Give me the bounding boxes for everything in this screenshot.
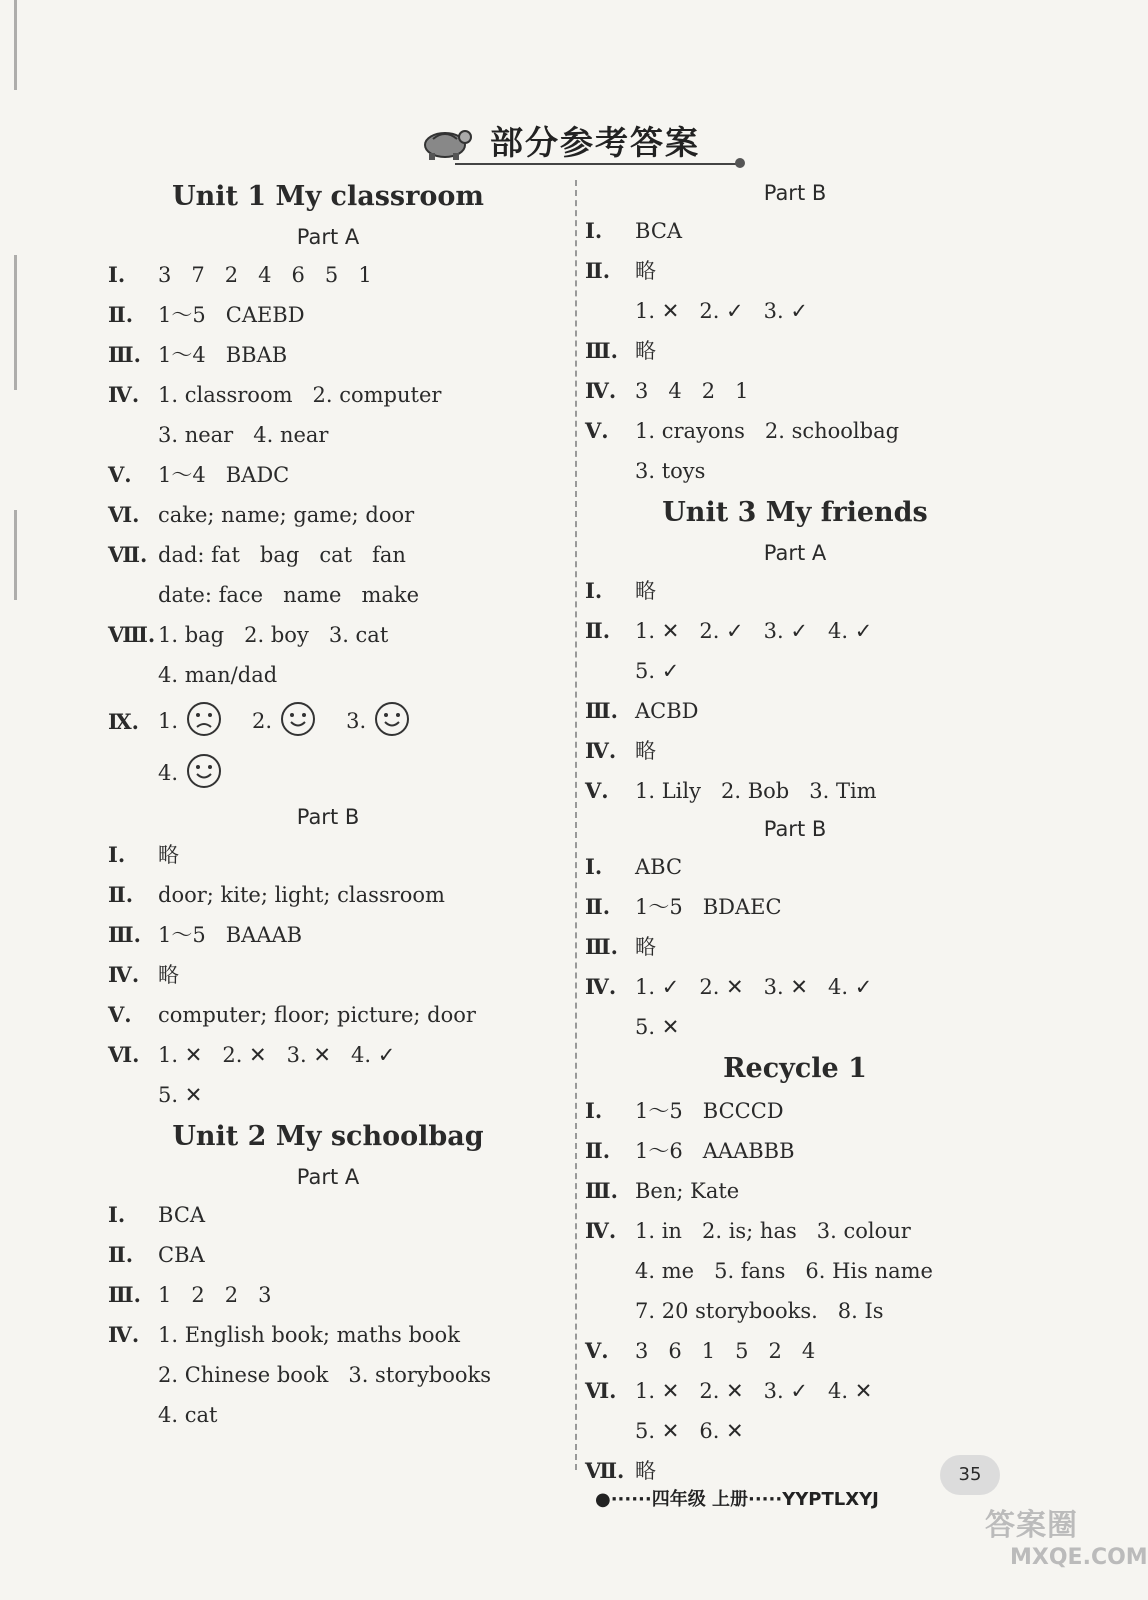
answer-line bbox=[108, 1235, 548, 1275]
unit1-part-a-answers bbox=[108, 255, 548, 695]
answer-number: Ⅳ. bbox=[108, 1322, 140, 1347]
answer-text: dad: fat bag cat fan bbox=[158, 543, 406, 567]
answer-text: 2. Chinese book 3. storybooks bbox=[158, 1363, 492, 1387]
answer-text: 1. English book; maths book bbox=[158, 1323, 460, 1347]
answer-line bbox=[108, 295, 548, 335]
answer-line bbox=[108, 535, 548, 575]
unit1-part-a-title: Part A bbox=[296, 225, 360, 249]
answer-text: BCA bbox=[158, 1203, 206, 1227]
answer-text: Ben; Kate bbox=[635, 1179, 740, 1203]
answer-number: Ⅳ. bbox=[585, 1218, 617, 1243]
happy-face-icon bbox=[374, 701, 410, 742]
answer-text: computer; floor; picture; door bbox=[158, 1003, 476, 1027]
unit2-part-b-title: Part B bbox=[763, 181, 827, 205]
unit2-part-b-answers bbox=[585, 211, 1005, 491]
answer-number: Ⅱ. bbox=[585, 1138, 611, 1163]
answer-text: door; kite; light; classroom bbox=[158, 883, 445, 907]
answer-text: 1. in 2. is; has 3. colour bbox=[635, 1219, 911, 1243]
answer-number: Ⅱ. bbox=[585, 258, 611, 283]
answer-number: Ⅵ. bbox=[585, 1378, 617, 1403]
answer-text: 略 bbox=[635, 259, 656, 283]
answer-line bbox=[108, 455, 548, 495]
answer-text: CBA bbox=[158, 1243, 205, 1267]
unit3-title: Unit 3 My friends bbox=[662, 497, 928, 528]
answer-line bbox=[108, 495, 548, 535]
answer-number: Ⅱ. bbox=[108, 882, 134, 907]
answer-number: Ⅰ. bbox=[585, 578, 603, 603]
answer-line bbox=[585, 611, 1005, 651]
answer-line bbox=[585, 771, 1005, 811]
answer-number: Ⅲ. bbox=[108, 922, 141, 947]
column-divider bbox=[575, 180, 577, 1470]
answer-number: Ⅳ. bbox=[108, 962, 140, 987]
answer-line bbox=[108, 1035, 548, 1075]
answer-number: Ⅷ. bbox=[108, 622, 156, 647]
answer-text: 1～4 BADC bbox=[158, 463, 290, 487]
answer-text: 1. ✕ 2. ✕ 3. ✓ 4. ✕ bbox=[635, 1379, 873, 1403]
answer-line bbox=[585, 927, 1005, 967]
unit1-title: Unit 1 My classroom bbox=[172, 181, 484, 212]
turtle-icon bbox=[415, 119, 475, 163]
page-title: 部分参考答案 bbox=[490, 123, 700, 162]
answer-line bbox=[585, 1331, 1005, 1371]
answer-line bbox=[585, 847, 1005, 887]
answer-text: 1. ✕ 2. ✓ 3. ✓ bbox=[635, 299, 808, 323]
answer-number: Ⅸ. bbox=[108, 708, 139, 734]
face-answer bbox=[158, 753, 230, 794]
answer-text: 7. 20 storybooks. 8. Is bbox=[635, 1299, 884, 1323]
footer-grade-label: ●······四年级 上册·····YYPTLXYJ bbox=[595, 1489, 879, 1510]
answer-text: ACBD bbox=[635, 699, 699, 723]
answer-number: Ⅲ. bbox=[108, 342, 141, 367]
answer-line bbox=[585, 371, 1005, 411]
face-answer-number: 2. bbox=[252, 709, 273, 733]
answer-number: Ⅰ. bbox=[585, 218, 603, 243]
answer-line bbox=[585, 211, 1005, 251]
header-underline bbox=[455, 163, 737, 165]
answer-number: Ⅰ. bbox=[585, 854, 603, 879]
answer-text: 1. ✕ 2. ✕ 3. ✕ 4. ✓ bbox=[158, 1043, 396, 1067]
answer-line bbox=[108, 1395, 548, 1435]
answer-line bbox=[108, 615, 548, 655]
answer-text: 略 bbox=[635, 935, 656, 959]
sad-face-icon bbox=[186, 701, 222, 742]
page-number: 35 bbox=[940, 1455, 1000, 1495]
answer-text: 1. ✕ 2. ✓ 3. ✓ 4. ✓ bbox=[635, 619, 873, 643]
unit1-part-b-title: Part B bbox=[296, 805, 360, 829]
answer-line bbox=[585, 731, 1005, 771]
answer-text: 5. ✕ bbox=[635, 1015, 680, 1039]
answer-line bbox=[108, 995, 548, 1035]
answer-line bbox=[108, 415, 548, 455]
answer-number: Ⅱ. bbox=[585, 618, 611, 643]
answer-number: Ⅴ. bbox=[585, 778, 609, 803]
answer-text: 4. man/dad bbox=[158, 663, 278, 687]
answer-text: 1～4 BBAB bbox=[158, 343, 288, 367]
answer-line bbox=[108, 915, 548, 955]
answer-line bbox=[585, 1291, 1005, 1331]
answer-text: 3 7 2 4 6 5 1 bbox=[158, 263, 372, 287]
watermark-url: MXQE.COM bbox=[1010, 1545, 1148, 1570]
answer-number: Ⅲ. bbox=[585, 698, 618, 723]
answer-text: 1. Lily 2. Bob 3. Tim bbox=[635, 779, 877, 803]
answer-line bbox=[108, 1315, 548, 1355]
answer-line bbox=[585, 1131, 1005, 1171]
answer-text: 4. me 5. fans 6. His name bbox=[635, 1259, 933, 1283]
answer-line bbox=[108, 1195, 548, 1235]
unit2-title: Unit 2 My schoolbag bbox=[172, 1121, 484, 1152]
answer-number: Ⅳ. bbox=[585, 738, 617, 763]
answer-line bbox=[108, 1275, 548, 1315]
answer-number: Ⅵ. bbox=[108, 502, 140, 527]
answer-line bbox=[108, 655, 548, 695]
answer-line bbox=[108, 835, 548, 875]
answer-number: Ⅰ. bbox=[108, 1202, 126, 1227]
answer-number: Ⅴ. bbox=[585, 1338, 609, 1363]
answer-line bbox=[585, 571, 1005, 611]
answer-line bbox=[585, 1091, 1005, 1131]
answer-text: 5. ✓ bbox=[635, 659, 680, 683]
answer-line bbox=[585, 1171, 1005, 1211]
unit2-part-a-title: Part A bbox=[296, 1165, 360, 1189]
answer-number: Ⅳ. bbox=[585, 378, 617, 403]
answer-text: 1 2 2 3 bbox=[158, 1283, 272, 1307]
face-answer bbox=[346, 701, 418, 742]
unit3-part-a-answers bbox=[585, 571, 1005, 811]
answer-text: date: face name make bbox=[158, 583, 420, 607]
answer-line bbox=[585, 411, 1005, 451]
answer-number: Ⅴ. bbox=[108, 1002, 132, 1027]
page-edge bbox=[14, 0, 17, 1500]
right-column bbox=[585, 175, 1005, 1491]
answer-number: Ⅰ. bbox=[108, 262, 126, 287]
answer-number: Ⅱ. bbox=[108, 302, 134, 327]
answer-text: 略 bbox=[158, 963, 179, 987]
answer-text: 3. toys bbox=[635, 459, 706, 483]
face-answer bbox=[252, 701, 324, 742]
answer-text: 1～5 BDAEC bbox=[635, 895, 782, 919]
answer-text: 3 6 1 5 2 4 bbox=[635, 1339, 816, 1363]
answer-line bbox=[108, 335, 548, 375]
answer-number: Ⅶ. bbox=[585, 1458, 625, 1483]
answer-line bbox=[585, 1211, 1005, 1251]
face-items bbox=[158, 701, 440, 742]
page-header bbox=[415, 115, 745, 175]
unit3-part-a-title: Part A bbox=[763, 541, 827, 565]
answer-text: 3 4 2 1 bbox=[635, 379, 749, 403]
answer-number: Ⅰ. bbox=[585, 1098, 603, 1123]
answer-line bbox=[585, 331, 1005, 371]
answer-text: 1～5 BCCCD bbox=[635, 1099, 784, 1123]
happy-face-icon bbox=[186, 753, 222, 794]
answer-number: Ⅰ. bbox=[108, 842, 126, 867]
answer-line bbox=[585, 1007, 1005, 1047]
answer-text: 1～6 AAABBB bbox=[635, 1139, 795, 1163]
answer-line bbox=[585, 887, 1005, 927]
answer-text: 5. ✕ 6. ✕ bbox=[635, 1419, 744, 1443]
answer-text: 3. near 4. near bbox=[158, 423, 329, 447]
answer-text: 略 bbox=[635, 739, 656, 763]
answer-line bbox=[585, 1251, 1005, 1291]
answer-text: cake; name; game; door bbox=[158, 503, 415, 527]
unit1-ix-row-2 bbox=[108, 747, 548, 799]
answer-number: Ⅲ. bbox=[585, 1178, 618, 1203]
header-dot bbox=[735, 158, 745, 168]
answer-line bbox=[108, 575, 548, 615]
answer-line bbox=[585, 651, 1005, 691]
answer-number: Ⅴ. bbox=[108, 462, 132, 487]
answer-number: Ⅲ. bbox=[585, 934, 618, 959]
answer-number: Ⅲ. bbox=[585, 338, 618, 363]
unit1-part-b-answers bbox=[108, 835, 548, 1115]
answer-text: 略 bbox=[635, 339, 656, 363]
face-answer-number: 1. bbox=[158, 709, 179, 733]
answer-number: Ⅳ. bbox=[585, 974, 617, 999]
answer-line bbox=[585, 967, 1005, 1007]
answer-text: 1. ✓ 2. ✕ 3. ✕ 4. ✓ bbox=[635, 975, 873, 999]
recycle1-title: Recycle 1 bbox=[723, 1053, 867, 1084]
answer-line bbox=[108, 1075, 548, 1115]
answer-text: ABC bbox=[635, 855, 683, 879]
answer-line bbox=[108, 1355, 548, 1395]
face-answer bbox=[158, 701, 230, 742]
answer-line bbox=[108, 875, 548, 915]
answer-number: Ⅲ. bbox=[108, 1282, 141, 1307]
answer-number: Ⅴ. bbox=[585, 418, 609, 443]
unit3-part-b-answers bbox=[585, 847, 1005, 1047]
answer-line bbox=[585, 451, 1005, 491]
answer-number: Ⅱ. bbox=[108, 1242, 134, 1267]
happy-face-icon bbox=[280, 701, 316, 742]
answer-number: Ⅳ. bbox=[108, 382, 140, 407]
answer-line bbox=[108, 955, 548, 995]
answer-line bbox=[585, 691, 1005, 731]
answer-text: 1. bag 2. boy 3. cat bbox=[158, 623, 389, 647]
answer-text: BCA bbox=[635, 219, 683, 243]
answer-text: 5. ✕ bbox=[158, 1083, 203, 1107]
recycle1-answers bbox=[585, 1091, 1005, 1491]
unit2-part-a-answers bbox=[108, 1195, 548, 1435]
answer-line bbox=[108, 375, 548, 415]
unit1-ix-row bbox=[108, 695, 548, 747]
answer-text: 1. classroom 2. computer bbox=[158, 383, 442, 407]
answer-line bbox=[585, 251, 1005, 291]
answer-text: 1～5 CAEBD bbox=[158, 303, 305, 327]
answer-line bbox=[585, 1371, 1005, 1411]
face-items-2 bbox=[158, 753, 252, 794]
answer-number: Ⅱ. bbox=[585, 894, 611, 919]
answer-line bbox=[108, 255, 548, 295]
face-answer-number: 3. bbox=[346, 709, 367, 733]
answer-text: 略 bbox=[635, 1459, 656, 1483]
answer-line bbox=[585, 1411, 1005, 1451]
answer-text: 略 bbox=[635, 579, 656, 603]
answer-number: Ⅶ. bbox=[108, 542, 148, 567]
answer-text: 1～5 BAAAB bbox=[158, 923, 303, 947]
watermark-logo: 答案圈 bbox=[985, 1508, 1078, 1543]
answer-text: 4. cat bbox=[158, 1403, 218, 1427]
answer-text: 略 bbox=[158, 843, 179, 867]
answer-line bbox=[585, 291, 1005, 331]
left-column bbox=[108, 175, 548, 1435]
answer-text: 1. crayons 2. schoolbag bbox=[635, 419, 900, 443]
answer-number: Ⅵ. bbox=[108, 1042, 140, 1067]
unit3-part-b-title: Part B bbox=[763, 817, 827, 841]
face-answer-number: 4. bbox=[158, 761, 179, 785]
